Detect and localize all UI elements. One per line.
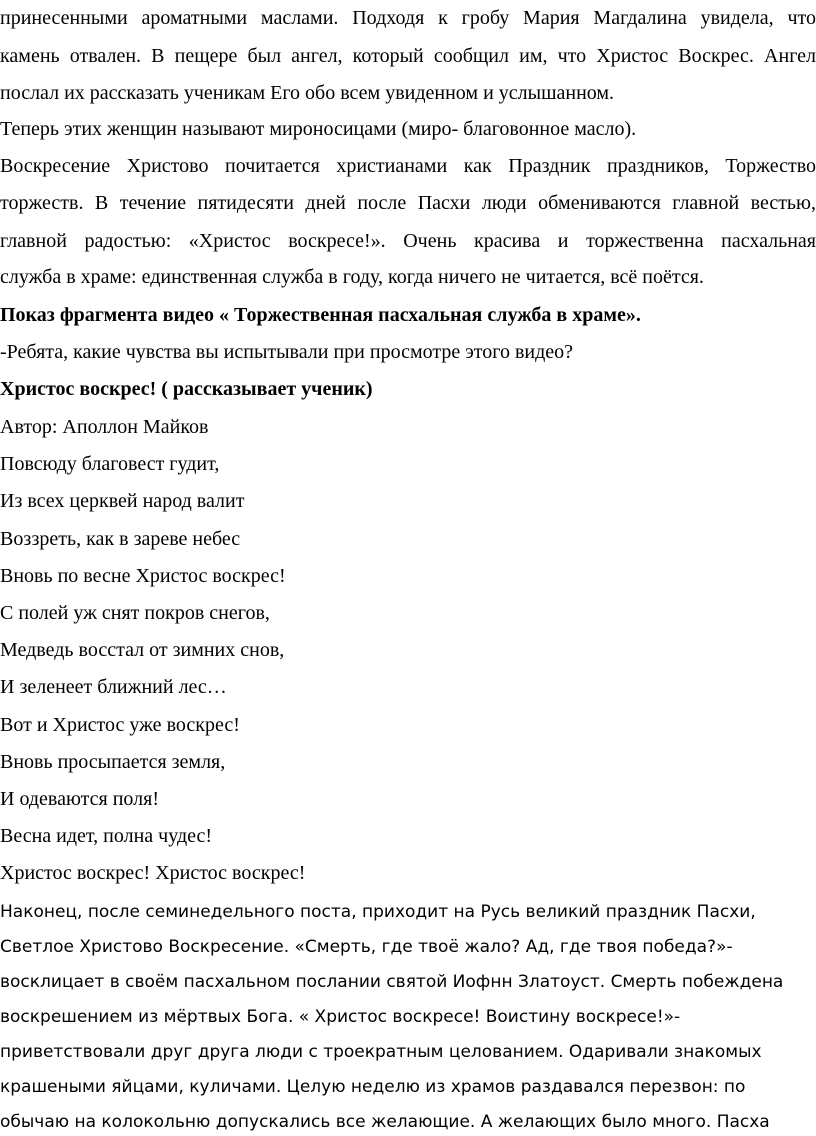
poem-line: С полей уж снят покров снегов,	[0, 602, 270, 624]
text-line: -Ребята, какие чувства вы испытывали при просмотре этого видео?	[0, 341, 574, 363]
text-line: принесенными ароматными маслами. Подходя к гробу Мария Магдалина увидела, что	[0, 7, 816, 29]
text-line: Теперь этих женщин называют мироносицами (миро- благовонное масло).	[0, 118, 637, 140]
text-line: Наконец, после семинедельного поста, приходит на Русь великий праздник Пасхи,	[0, 902, 756, 922]
poem-line: Повсюду благовест гудит,	[0, 453, 220, 475]
text-line: служба в храме: единственная служба в году, когда ничего не читается, всё поётся.	[0, 266, 704, 288]
poem-line: Воззреть, как в зареве небес	[0, 528, 241, 550]
poem-author: Автор: Аполлон Майков	[0, 416, 209, 438]
text-line: послал их рассказать ученикам Его обо всем увиденном и услышанном.	[0, 82, 615, 104]
poem-line: Из всех церквей народ валит	[0, 490, 245, 512]
poem-line: И зеленеет ближний лес…	[0, 676, 227, 698]
text-line: Воскресение Христово почитается христианами как Праздник праздников, Торжество	[0, 155, 816, 177]
text-line: воскрешением из мёртвых Бога. « Христос воскресе! Воистину воскресе!»-	[0, 1007, 681, 1027]
poem-heading: Христос воскрес! ( рассказывает ученик)	[0, 378, 373, 400]
text-line: торжеств. В течение пятидесяти дней после Пасхи люди обмениваются главной вестью,	[0, 192, 816, 214]
poem-line: Весна идет, полна чудес!	[0, 825, 213, 847]
text-line: главной радостью: «Христос воскресе!». Очень красива и торжественна пасхальная	[0, 230, 816, 252]
text-line: восклицает в своём пасхальном послании святой Иофнн Златоуст. Смерть побеждена	[0, 972, 784, 992]
text-line: камень отвален. В пещере был ангел, который сообщил им, что Христос Воскрес. Ангел	[0, 45, 816, 67]
text-line: Светлое Христово Воскресение. «Смерть, где твоё жало? Ад, где твоя победа?»-	[0, 937, 733, 957]
poem-line: Вот и Христос уже воскрес!	[0, 714, 240, 736]
poem-line: Христос воскрес! Христос воскрес!	[0, 862, 306, 884]
poem-line: И одеваются поля!	[0, 788, 159, 810]
text-line: обычаю на колокольню допускались все желающие. А желающих было много. Пасха	[0, 1112, 770, 1132]
text-line: крашеными яйцами, куличами. Целую неделю из храмов раздавался перезвон: по	[0, 1077, 746, 1097]
poem-line: Медведь восстал от зимних снов,	[0, 639, 285, 661]
poem-line: Вновь по весне Христос воскрес!	[0, 565, 286, 587]
section-heading: Показ фрагмента видео « Торжественная пасхальная служба в храме».	[0, 304, 641, 326]
text-line: приветствовали друг друга люди с троекратным целованием. Одаривали знакомых	[0, 1042, 762, 1062]
poem-line: Вновь просыпается земля,	[0, 751, 226, 773]
